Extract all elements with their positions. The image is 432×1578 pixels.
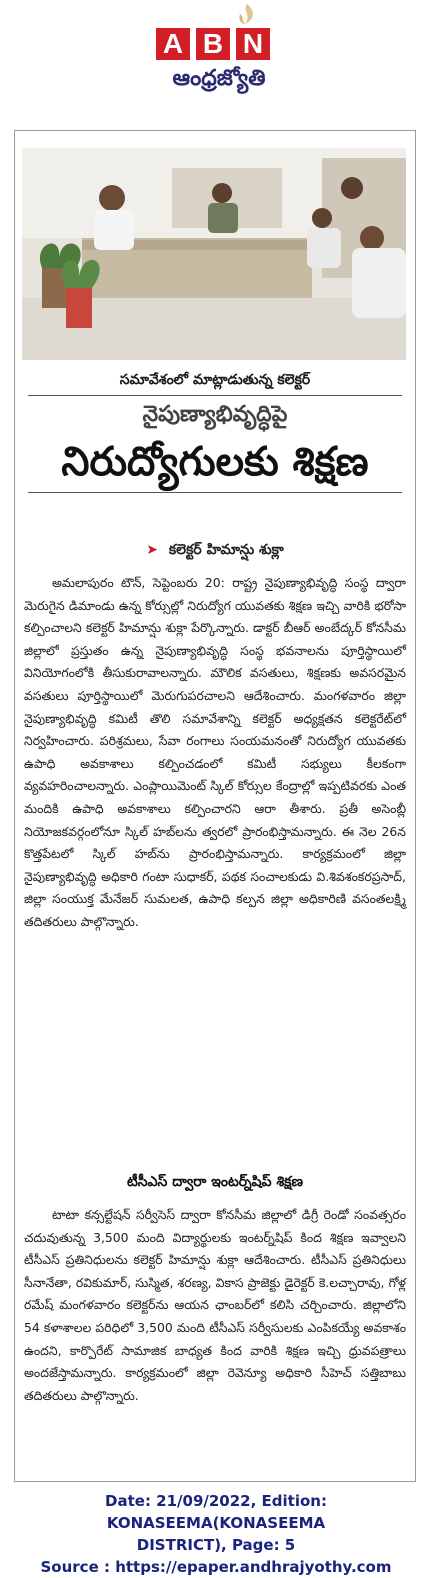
article-paragraph-1: అమలాపురం టౌన్, సెప్టెంబరు 20: రాష్ట్ర నైపుణ్యాభివృద్ధి సంస్థ ద్వారా మెరుగైన డిమాండు ఉన్న కోర్సుల్లో నిరుద్యోగ యువతకు శిక్షణ ఇచ్చి వారికి భరోసా కల్పించాలని కలెక్టర్ హిమాన్షు శుక్లా పేర్కొన్నారు. డాక్టర్ బీఆర్ అంబేద్కర్ కోనసీమ జిల్లాలో ప్రస్తుతం ఉన్న నైపుణ్యాభివృద్ధి సంస్థ భవనాలను పూర్తిస్థాయిలో వినియోగంలోకి తీసుకురావాలన్నారు. మౌలిక వసతులు, శిక్షణకు అవసరమైన వసతులు పూర్తిస్థాయిలో మెరుగుపరచాలని ఆదేశించారు. మంగళవారం జిల్లా నైపుణ్యాభివృద్ధి కమిటీ తొలి సమావేశాన్ని కలెక్టర్ అధ్యక్షతన కలెక్టరేట్‌లో నిర్వహించారు. పరిశ్రమలు, సేవా రంగాలు సంయమనంతో నిరుద్యోగ యువతకు ఉపాధి అవకాశాలు కల్పించడంలో కమిటీ సభ్యులు కీలకంగా వ్యవహరించాలన్నారు. ఎంప్లాయిమెంట్ స్కిల్ కోర్సుల కేంద్రాల్లో ఇప్పటివరకు ఎంత మందికి ఉపాధి అవకాశాలు కల్పించారని ఆరా తీశారు. ప్రతీ అసెంబ్లీ నియోజకవర్గంలోనూ స్కిల్ హబ్‌లను త్వరలో ప్రారంభిస్తామన్నారు. ఈ నెల 26న కొత్తపేటలో స్కిల్ హబ్‌ను ప్రారంభిస్తామన్నారు. కార్యక్రమంలో జిల్లా నైపుణ్యాభివృద్ధి అధికారి గంటా సుధాకర్, పథక సంచాలకుడు వి.శివశంకరప్రసాద్, జిల్లా సంయుక్త మేనేజర్ సుమలత, ఉపాధి కల్పన జిల్లా అధికారిణి వసంతలక్ష్మి తదితరులు పాల్గొన్నారు. <box>24 575 406 929</box>
meeting-photo <box>22 148 406 360</box>
footer-source-link[interactable]: Source : https://epaper.andhrajyothy.com <box>40 1558 392 1576</box>
logo-letter-n: N <box>236 28 270 60</box>
logo-subtitle: ఆంధ్రజ్యోతి <box>172 66 266 91</box>
article-paragraph-2: టాటా కన్సల్టేషన్ సర్వీసెస్ ద్వారా కోనసీమ జిల్లాలో డిగ్రీ రెండో సంవత్సరం చదువుతున్న 3,500 మంది విద్యార్థులకు ఇంటర్న్‌షిప్ కింద శిక్షణ ఇవ్వాలని టీసీఎస్ ప్రతినిధులను కలెక్టర్ హిమాన్షు శుక్లా ఆదేశించారు. టీసీఎస్ ప్రతినిధులు సీనానేతా, రవికుమార్, సుస్మిత, శరణ్య, వికాస ప్రాజెక్టు డైరెక్టర్ కె.లచ్చారావు, గోళ్ల రమేష్ మంగళవారం కలెక్టర్‌ను ఆయన ఛాంబర్‌లో కలిసి చర్చించారు. జిల్లాలోని 54 కళాశాలల పరిధిలో 3,500 మంది టీసీఎస్ సర్వీసులకు ఎంపికయ్యే అవకాశం ఉందని, కార్పొరేట్ సామాజిక బాధ్యత కింద వారికి శిక్షణ ఇచ్చి ధ్రువపత్రాలు అందజేస్తామన్నారు. కార్యక్రమంలో జిల్లా రెవెన్యూ అధికారి సీహెచ్ సత్తిబాబు తదితరులు పాల్గొన్నారు. <box>24 1207 406 1403</box>
logo-letter-b: B <box>196 28 230 60</box>
masthead-logo <box>0 0 432 112</box>
byline-text: కలెక్టర్ హిమాన్షు శుక్లా <box>168 542 284 558</box>
article-headline: నిరుద్యోగులకు శిక్షణ <box>28 440 402 493</box>
article-kicker: నైపుణ్యాభివృద్ధిపై <box>142 402 288 427</box>
article-subhead: టీసీఎస్ ద్వారా ఇంటర్న్‌షిప్ శిక్షణ <box>126 1174 304 1190</box>
article-byline <box>28 542 402 561</box>
photo-caption: సమావేశంలో మాట్లాడుతున్న కలెక్టర్ <box>28 372 402 396</box>
abn-letters <box>156 28 270 60</box>
footer-date-edition: Date: 21/09/2022, Edition: KONASEEMA(KONASEEMA <box>105 1492 327 1532</box>
source-footer <box>0 1490 432 1578</box>
logo-letter-a: A <box>156 28 190 60</box>
footer-district-page: DISTRICT), Page: 5 <box>136 1536 296 1554</box>
arrow-icon: ➤ <box>146 542 158 558</box>
